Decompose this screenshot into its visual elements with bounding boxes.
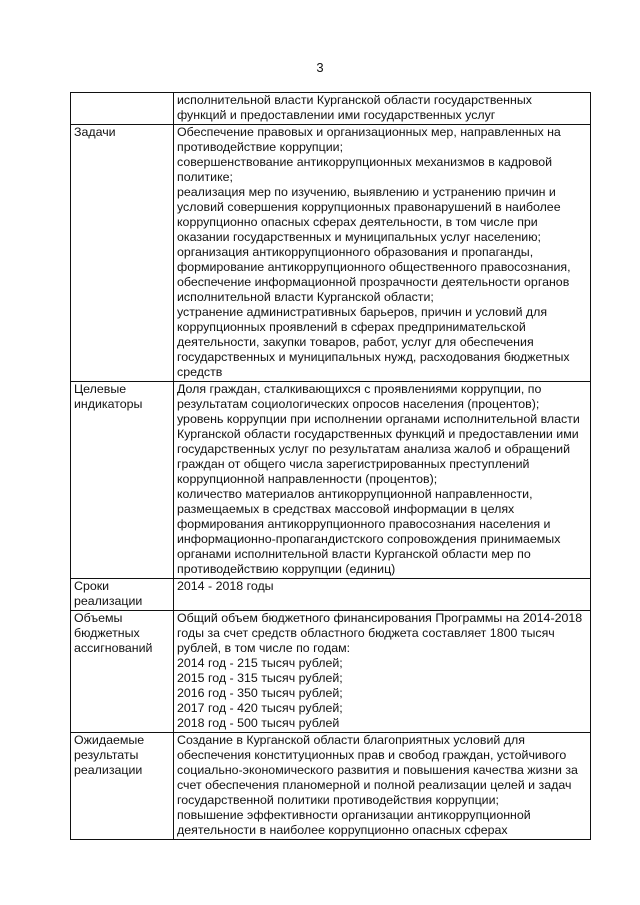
row-value-line: оказании государственных и муниципальных услуг населению; bbox=[177, 230, 541, 244]
row-value-line: условий совершения коррупционных правонарушений в наиболее bbox=[177, 200, 561, 214]
row-value-line: органами исполнительной власти Курганской области мер по bbox=[177, 547, 531, 561]
row-value-line: коррупционно опасных сферах деятельности, в том числе при bbox=[177, 215, 538, 229]
row-value-cell bbox=[174, 125, 591, 382]
row-value-line: 2014 год - 215 тысяч рублей; bbox=[177, 656, 343, 670]
row-label-line: бюджетных bbox=[74, 626, 140, 640]
row-value-line: граждан от общего числа зарегистрированных преступлений bbox=[177, 457, 530, 471]
row-label-cell bbox=[71, 125, 174, 382]
row-label-cell bbox=[71, 733, 174, 840]
row-value-line: Общий объем бюджетного финансирования Программы на 2014-2018 bbox=[177, 611, 583, 625]
row-value-cell bbox=[174, 382, 591, 579]
row-value-line: Обеспечение правовых и организационных мер, направленных на bbox=[177, 125, 561, 139]
page-number: 3 bbox=[316, 60, 324, 75]
row-label-cell bbox=[71, 93, 174, 125]
row-value-line: организация антикоррупционного образования и пропаганды, bbox=[177, 245, 534, 259]
row-label-line: индикаторы bbox=[74, 397, 143, 411]
row-label-line: реализации bbox=[74, 594, 143, 608]
row-label-line: Целевые bbox=[74, 382, 127, 396]
row-value-line: уровень коррупции при исполнении органами исполнительной власти bbox=[177, 412, 580, 426]
row-value-line: социально-экономического развития и повышения качества жизни за bbox=[177, 763, 578, 777]
row-label-cell bbox=[71, 611, 174, 733]
table-body bbox=[71, 93, 591, 840]
row-value-line: деятельности в наиболее коррупционно опасных сферах bbox=[177, 823, 508, 837]
table-row bbox=[71, 611, 591, 733]
row-value-line: формирование антикоррупционного общественного правосознания, bbox=[177, 260, 571, 274]
table-row bbox=[71, 93, 591, 125]
row-value-line: 2018 год - 500 тысяч рублей bbox=[177, 716, 340, 730]
row-label-line: реализации bbox=[74, 763, 143, 777]
row-label-cell bbox=[71, 579, 174, 611]
row-value-line: информационно-пропагандистского сопровождения принимаемых bbox=[177, 532, 561, 546]
row-value-line: совершенствование антикоррупционных механизмов в кадровой bbox=[177, 155, 553, 169]
row-value-line: функций и предоставлении ими государственных услуг bbox=[177, 108, 496, 122]
row-value-line: государственной политики противодействия коррупции; bbox=[177, 793, 499, 807]
table-row bbox=[71, 579, 591, 611]
row-value-line: 2015 год - 315 тысяч рублей; bbox=[177, 671, 343, 685]
row-label-line: Ожидаемые bbox=[74, 733, 145, 747]
row-label-line: ассигнований bbox=[74, 641, 153, 655]
row-value-line: рублей, в том числе по годам: bbox=[177, 641, 351, 655]
row-value-line: политике; bbox=[177, 170, 233, 184]
row-value-line: повышение эффективности организации антикоррупционной bbox=[177, 808, 531, 822]
row-value-line: 2014 - 2018 годы bbox=[177, 579, 274, 593]
row-value-line: деятельности, закупки товаров, работ, услуг для обеспечения bbox=[177, 335, 534, 349]
row-value-cell bbox=[174, 93, 591, 125]
row-value-line: формирования антикоррупционного правосознания населения и bbox=[177, 517, 551, 531]
row-value-line: счет обеспечения планомерной и полной реализации целей и задач bbox=[177, 778, 572, 792]
table-row bbox=[71, 125, 591, 382]
table-row bbox=[71, 382, 591, 579]
row-value-line: Курганской области государственных функций и предоставлении ими bbox=[177, 427, 579, 441]
row-value-line: государственных и муниципальных нужд, расходования бюджетных bbox=[177, 350, 570, 364]
row-label-line: Сроки bbox=[74, 579, 110, 593]
row-value-line: годы за счет средств областного бюджета составляет 1800 тысяч bbox=[177, 626, 555, 640]
row-value-line: обеспечения конституционных прав и свобод граждан, устойчивого bbox=[177, 748, 567, 762]
row-value-line: коррупционных проявлений в сферах предпринимательской bbox=[177, 320, 526, 334]
row-value-line: 2017 год - 420 тысяч рублей; bbox=[177, 701, 343, 715]
row-value-line: Доля граждан, сталкивающихся с проявлениями коррупции, по bbox=[177, 382, 542, 396]
row-value-line: противодействие коррупции; bbox=[177, 140, 344, 154]
row-value-line: исполнительной власти Курганской области государственных bbox=[177, 93, 532, 107]
table-row bbox=[71, 733, 591, 840]
row-label-line: результаты bbox=[74, 748, 139, 762]
row-value-line: размещаемых в средствах массовой информации в целях bbox=[177, 502, 515, 516]
row-value-line: средств bbox=[177, 365, 223, 379]
program-passport-table bbox=[70, 92, 591, 840]
row-value-cell bbox=[174, 733, 591, 840]
row-value-line: государственных услуг по результатам анализа жалоб и обращений bbox=[177, 442, 571, 456]
row-value-line: коррупционной направленности (процентов); bbox=[177, 472, 438, 486]
row-value-cell bbox=[174, 611, 591, 733]
row-value-line: реализация мер по изучению, выявлению и устранению причин и bbox=[177, 185, 556, 199]
row-value-line: обеспечение информационной прозрачности деятельности органов bbox=[177, 275, 570, 289]
row-label-cell bbox=[71, 382, 174, 579]
row-label-line: Задачи bbox=[74, 125, 116, 139]
row-value-line: 2016 год - 350 тысяч рублей; bbox=[177, 686, 343, 700]
row-value-line: результатам социологических опросов населения (процентов); bbox=[177, 397, 540, 411]
row-value-line: Создание в Курганской области благоприятных условий для bbox=[177, 733, 525, 747]
row-value-line: количество материалов антикоррупционной направленности, bbox=[177, 487, 533, 501]
row-value-line: устранение административных барьеров, причин и условий для bbox=[177, 305, 548, 319]
row-value-cell bbox=[174, 579, 591, 611]
row-value-line: исполнительной власти Курганской области; bbox=[177, 290, 434, 304]
row-label-line: Объемы bbox=[74, 611, 123, 625]
row-value-line: противодействию коррупции (единиц) bbox=[177, 562, 396, 576]
